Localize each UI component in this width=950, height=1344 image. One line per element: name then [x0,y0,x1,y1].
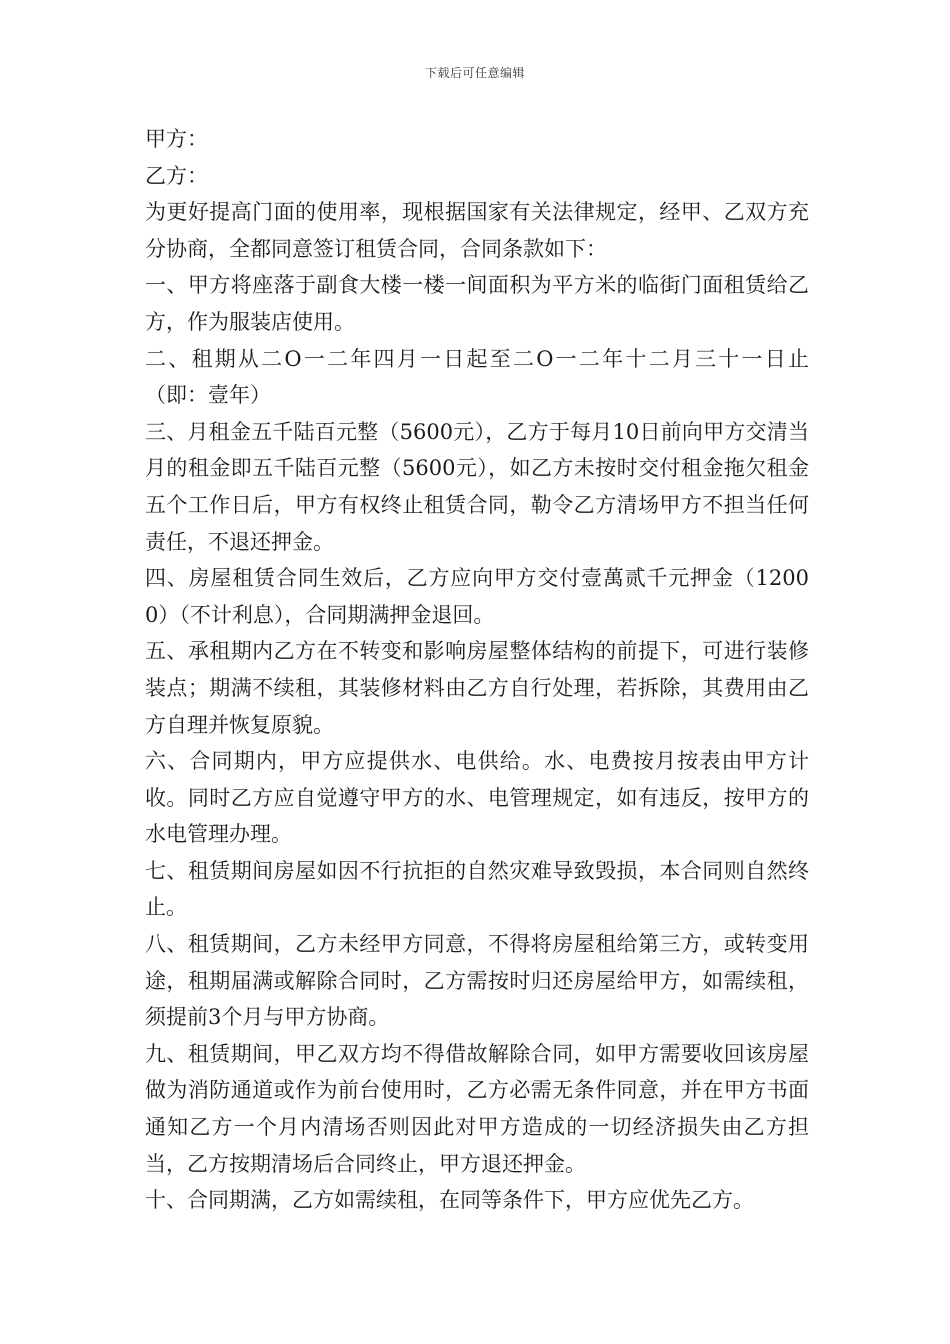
clause-2: 二、租期从二O一二年四月一日起至二O一二年十二月三十一日止（即：壹年） [145,346,809,408]
page-header-note: 下载后可任意编辑 [424,66,525,80]
clause-9: 九、租赁期间，甲乙双方均不得借故解除合同，如甲方需要收回该房屋做为消防通道或作为前台使用时，乙方必需无条件同意，并在甲方书面通知乙方一个月内清场否则因此对甲方造成的一切经济损失由乙方担当，乙方按期清场后合同终止，甲方退还押金。 [145,1041,809,1176]
clause-1: 一、甲方将座落于副食大楼一楼一间面积为平方米的临街门面租赁给乙方，作为服装店使用。 [145,273,809,334]
party-b-line: 乙方： [145,163,208,188]
clause-6: 六、合同期内，甲方应提供水、电供给。水、电费按月按表由甲方计收。同时乙方应自觉遵守甲方的水、电管理规定，如有违反，按甲方的水电管理办理。 [145,749,809,847]
contract-body [145,121,809,1219]
clause-7: 七、租赁期间房屋如因不行抗拒的自然灾难导致毁损，本合同则自然终止。 [145,858,809,920]
clause-4: 四、房屋租赁合同生效后，乙方应向甲方交付壹萬贰千元押金（12000）（不计利息），合同期满押金退回。 [145,566,809,627]
clause-5: 五、承租期内乙方在不转变和影响房屋整体结构的前提下，可进行装修装点；期满不续租，其装修材料由乙方自行处理，若拆除，其费用由乙方自理并恢复原貌。 [145,639,809,737]
contract-intro: 为更好提高门面的使用率，现根据国家有关法律规定，经甲、乙双方充分协商，全都同意签订租赁合同，合同条款如下： [145,200,809,261]
party-a-line: 甲方： [145,127,208,151]
clause-8: 八、租赁期间，乙方未经甲方同意，不得将房屋租给第三方，或转变用途，租期届满或解除合同时，乙方需按时归还房屋给甲方，如需续租，须提前3个月与甲方协商。 [145,932,809,1030]
clause-3: 三、月租金五千陆百元整（5600元），乙方于每月10日前向甲方交清当月的租金即五千陆百元整（5600元），如乙方未按时交付租金拖欠租金五个工作日后，甲方有权终止租赁合同，勒令乙方清场甲方不担当任何责任，不退还押金。 [145,419,809,554]
clause-10: 十、合同期满，乙方如需续租，在同等条件下，甲方应优先乙方。 [145,1188,754,1213]
